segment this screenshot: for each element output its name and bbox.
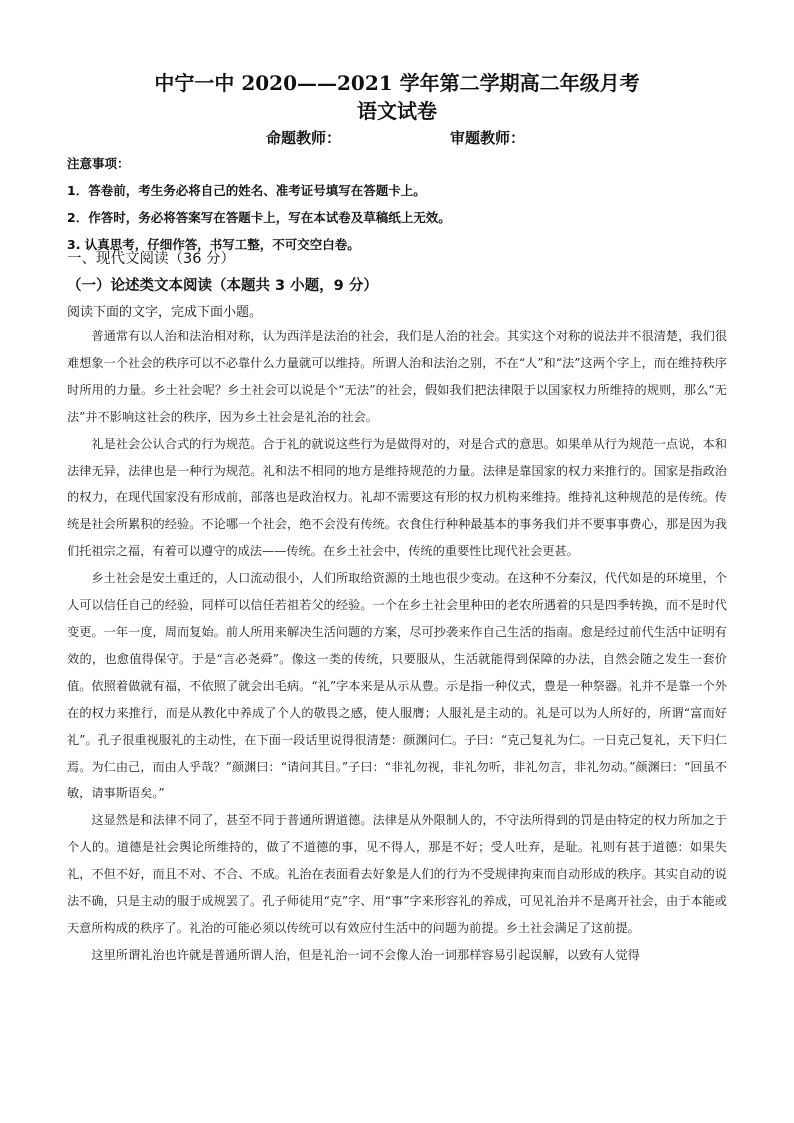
note-item: 2．作答时，务必将答案写在答题卡上，写在本试卷及草稿纸上无效。 [67, 210, 451, 225]
exam-title: 中宁一中 2020——2021 学年第二学期高二年级月考 [154, 71, 640, 95]
reading-passage [67, 323, 727, 969]
section-heading: 一、现代文阅读（36 分） [67, 251, 236, 267]
passage-paragraph: 普通常有以人治和法治相对称，认为西洋是法治的社会，我们是人治的社会。其实这个对称的说法并不很清楚，我们很难想象一个社会的秩序可以不必靠什么力量就可以维持。所谓人治和法治之别，不在“人”和“法”这两个字上，而在维持秩序时所用的力量。乡土社会呢？乡土社会可以说是个“无法”的社会，假如我们把法律限于以国家权力所维持的规则，那么“无法”并不影响这社会的秩序，因为乡土社会是礼治的社会。 [67, 329, 727, 424]
note-item: 3. 认真思考，仔细作答，书写工整，不可交空白卷。 [67, 237, 360, 252]
exam-subtitle: 语文试卷 [357, 99, 437, 123]
notes-block [67, 150, 747, 258]
note-item: 1．答卷前，考生务必将自己的姓名、准考证号填写在答题卡上。 [67, 183, 426, 198]
passage-paragraph: 这里所谓礼治也许就是普通所谓人治，但是礼治一词不会像人治一词那样容易引起误解，以致有人觉得 [91, 947, 640, 962]
passage-paragraph: 乡土社会是安土重迁的，人口流动很小，人们所取给资源的土地也很少变动。在这种不分秦汉，代代如是的环境里，个人可以信任自己的经验，同样可以信任若祖若父的经验。一个在乡土社会里种田的老农所遇着的只是四季转换，而不是时代变更。一年一度，周而复始。前人所用来解决生活问题的方案，尽可抄袭来作自己生活的指南。愈是经过前代生活中证明有效的，也愈值得保守。于是“言必尧舜”。像这一类的传统，只要服从，生活就能得到保障的办法，自然会随之发生一套价值。依照着做就有福，不依照了就会出毛病。“礼”字本来是从示从豊。示是指一种仪式，豊是一种祭器。礼并不是靠一个外在的权力来推行，而是从教化中养成了个人的敬畏之感，使人服膺；人服礼是主动的。礼是可以为人所好的，所谓“富而好礼”。孔子很重视服礼的主动性，在下面一段话里说得很清楚：颜渊问仁。子曰：“克己复礼为仁。一日克己复礼，天下归仁焉。为仁由己，而由人乎哉？”颜渊曰：“请问其目。”子曰：“非礼勿视，非礼勿听，非礼勿言，非礼勿动。”颜渊曰：“回虽不敏，请事斯语矣。” [67, 571, 727, 801]
passage-paragraph: 礼是社会公认合式的行为规范。合于礼的就说这些行为是做得对的，对是合式的意思。如果单从行为规范一点说，本和法律无异，法律也是一种行为规范。礼和法不相同的地方是维持规范的力量。法律是靠国家的权力来推行的。国家是指政治的权力，在现代国家没有形成前，部落也是政治权力。礼却不需要这有形的权力机构来维持。维持礼这种规范的是传统。传统是社会所累积的经验。不论哪一个社会，绝不会没有传统。衣食住行种种最基本的事务我们并不要事事费心，那是因为我们托祖宗之福，有着可以遵守的成法——传统。在乡土社会中，传统的重要性比现代社会更甚。 [67, 436, 727, 559]
setter-label: 命题教师： [266, 129, 342, 147]
subsection-heading: （一）论述类文本阅读（本题共 3 小题，9 分） [67, 278, 378, 294]
reviewer-label: 审题教师： [450, 129, 526, 147]
notes-heading: 注意事项： [67, 156, 130, 171]
reading-instruction: 阅读下面的文字，完成下面小题。 [67, 305, 263, 320]
teacher-line [266, 127, 606, 149]
passage-paragraph: 这显然是和法律不同了，甚至不同于普通所谓道德。法律是从外限制人的，不守法所得到的罚是由特定的权力所加之于个人的。道德是社会舆论所维持的，做了不道德的事，见不得人，那是不好；受人吐弃，是耻。礼则有甚于道德：如果失礼，不但不好，而且不对、不合、不成。礼治在表面看去好象是人们的行为不受规律拘束而自动形成的秩序。其实自动的说法不确，只是主动的服于成规罢了。孔子师徒用“克”字、用“事”字来形容礼的养成，可见礼治并不是离开社会，由于本能或天意所构成的秩序了。礼治的可能必须以传统可以有效应付生活中的问题为前提。乡土社会满足了这前提。 [67, 813, 727, 935]
